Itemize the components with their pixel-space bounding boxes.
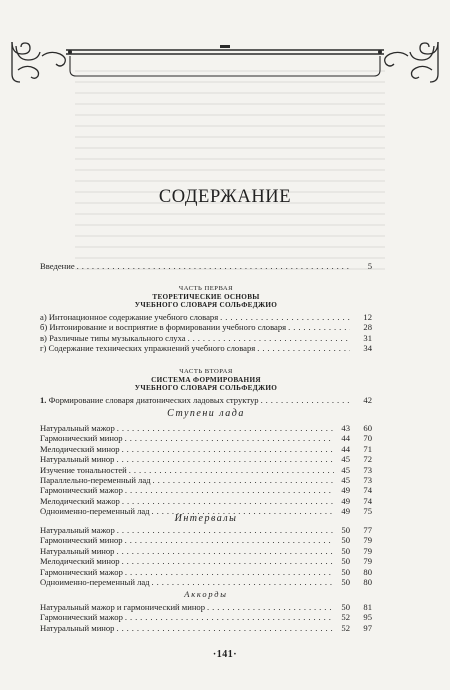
entry-page-b: 79 bbox=[363, 545, 372, 556]
entry-page-b: 79 bbox=[363, 556, 372, 567]
entry-page-a: 50 bbox=[341, 566, 350, 577]
toc-entry[interactable] bbox=[40, 333, 372, 343]
entry-label: Гармонический мажор bbox=[40, 566, 123, 577]
entry-page-a: 50 bbox=[341, 545, 350, 556]
leader-dots bbox=[220, 312, 350, 322]
entry-page-b: 74 bbox=[363, 485, 372, 496]
entry-page: 42 bbox=[363, 395, 372, 405]
entry-page-a: 45 bbox=[341, 474, 350, 485]
toc-entry[interactable] bbox=[40, 485, 372, 495]
entry-label: Натуральный мажор bbox=[40, 525, 115, 535]
entry-label: Натуральный мажор и гармонический минор bbox=[40, 602, 206, 612]
leader-dots bbox=[152, 577, 334, 587]
entry-page-a: 44 bbox=[341, 433, 350, 444]
entry-label: Гармонический минор bbox=[40, 535, 123, 546]
leader-dots bbox=[125, 567, 334, 577]
leader-dots bbox=[125, 433, 334, 443]
group-heading: Ступени лада bbox=[167, 408, 245, 419]
toc-intro bbox=[40, 261, 372, 271]
entry-page-b: 72 bbox=[363, 454, 372, 465]
entry-page-a: 50 bbox=[341, 576, 350, 587]
part-title-line2: УЧЕБНОГО СЛОВАРЯ СОЛЬФЕДЖИО bbox=[134, 301, 278, 310]
entry-label: Введение bbox=[40, 261, 75, 271]
toc-entry[interactable] bbox=[40, 475, 372, 485]
page-title: СОДЕРЖАНИЕ bbox=[158, 187, 292, 207]
leader-dots bbox=[116, 546, 334, 556]
entry-page-b: 81 bbox=[363, 602, 372, 612]
entry-page-a: 49 bbox=[341, 495, 350, 506]
part-title-line1: СИСТЕМА ФОРМИРОВАНИЯ bbox=[151, 376, 261, 385]
leader-dots bbox=[116, 623, 334, 633]
ornament-header-icon bbox=[8, 40, 442, 86]
toc-entry[interactable] bbox=[40, 535, 372, 545]
toc-entry[interactable] bbox=[40, 322, 372, 332]
leader-dots bbox=[288, 322, 350, 332]
entry-page-b: 73 bbox=[363, 474, 372, 485]
leader-dots bbox=[125, 535, 334, 545]
bleed-through-text bbox=[75, 70, 385, 270]
entry-page-b: 75 bbox=[363, 506, 372, 517]
section-title: Формирование словаря диатонических ладовых структур bbox=[48, 395, 259, 405]
part1-heading bbox=[40, 285, 372, 310]
leader-dots bbox=[125, 485, 334, 495]
toc-entry[interactable] bbox=[40, 567, 372, 577]
entry-label: а) Интонационное содержание учебного словаря bbox=[40, 312, 219, 322]
part-label: ЧАСТЬ ВТОРАЯ bbox=[179, 368, 233, 375]
toc-entry[interactable] bbox=[40, 395, 372, 405]
entry-page-a: 44 bbox=[341, 443, 350, 454]
entry-label: Мелодический минор bbox=[40, 443, 120, 454]
group-list bbox=[40, 525, 372, 587]
group-list bbox=[40, 602, 372, 633]
entry-page-a: 45 bbox=[341, 454, 350, 465]
entry-label: Гармонический мажор bbox=[40, 485, 123, 496]
leader-dots bbox=[77, 261, 350, 271]
entry-label: Мелодический мажор bbox=[40, 495, 120, 506]
toc-entry[interactable] bbox=[40, 465, 372, 475]
entry-page: 12 bbox=[363, 312, 372, 322]
part-label: ЧАСТЬ ПЕРВАЯ bbox=[178, 285, 234, 292]
part2-heading bbox=[40, 368, 372, 393]
entry-page-b: 60 bbox=[363, 423, 372, 433]
entry-label: Гармонический минор bbox=[40, 433, 123, 444]
leader-dots bbox=[257, 343, 350, 353]
part1-list bbox=[40, 312, 372, 354]
entry-page-b: 70 bbox=[363, 433, 372, 444]
entry-label: г) Содержание технических упражнений учебного словаря bbox=[40, 343, 256, 354]
entry-label: Натуральный минор bbox=[40, 622, 115, 633]
toc-entry[interactable] bbox=[40, 423, 372, 433]
leader-dots bbox=[117, 525, 334, 535]
entry-label: в) Различные типы музыкального слуха bbox=[40, 332, 186, 343]
entry-page-b: 74 bbox=[363, 495, 372, 506]
entry-label: Параллельно-переменный лад bbox=[40, 474, 151, 485]
entry-page: 28 bbox=[363, 322, 372, 333]
leader-dots bbox=[129, 465, 334, 475]
entry-page-a: 52 bbox=[341, 612, 350, 623]
entry-page: 5 bbox=[367, 261, 372, 271]
toc-entry[interactable] bbox=[40, 343, 372, 353]
entry-page-b: 80 bbox=[363, 576, 372, 587]
leader-dots bbox=[261, 395, 350, 405]
toc-entry[interactable] bbox=[40, 602, 372, 612]
entry-label: Гармонический мажор bbox=[40, 612, 123, 623]
entry-page-a: 43 bbox=[341, 423, 350, 433]
entry-page: 31 bbox=[363, 332, 372, 343]
leader-dots bbox=[117, 423, 334, 433]
entry-page-a: 52 bbox=[341, 622, 350, 633]
toc-entry[interactable] bbox=[40, 612, 372, 622]
entry-label: Натуральный минор bbox=[40, 545, 115, 556]
entry-page-b: 73 bbox=[363, 464, 372, 475]
entry-page-b: 71 bbox=[363, 443, 372, 454]
entry-page-b: 95 bbox=[363, 612, 372, 623]
section-number: 1. bbox=[40, 395, 47, 405]
entry-page-b: 80 bbox=[363, 566, 372, 577]
leader-dots bbox=[122, 496, 334, 506]
group-heading: Аккорды bbox=[184, 590, 228, 599]
entry-label: Изучение тональностей bbox=[40, 464, 127, 475]
entry-page-b: 97 bbox=[363, 622, 372, 633]
toc-entry[interactable] bbox=[40, 623, 372, 633]
entry-page-a: 50 bbox=[341, 602, 350, 612]
entry-page-a: 45 bbox=[341, 464, 350, 475]
entry-page-b: 79 bbox=[363, 535, 372, 546]
leader-dots bbox=[125, 612, 334, 622]
entry-label: Одноименно-переменный лад bbox=[40, 506, 150, 517]
toc-entry[interactable] bbox=[40, 546, 372, 556]
entry-page-a: 49 bbox=[341, 506, 350, 517]
entry-label: Мелодический минор bbox=[40, 556, 120, 567]
entry-label: Одноименно-переменный лад bbox=[40, 576, 150, 587]
toc-entry[interactable] bbox=[40, 577, 372, 587]
toc-entry[interactable] bbox=[40, 312, 372, 322]
entry-page-a: 50 bbox=[341, 525, 350, 535]
leader-dots bbox=[153, 475, 334, 485]
toc-entry[interactable] bbox=[40, 444, 372, 454]
toc-entry[interactable] bbox=[40, 454, 372, 464]
entry-label: б) Интонирование и восприятие в формировании учебного словаря bbox=[40, 322, 287, 333]
toc-entry[interactable] bbox=[40, 261, 372, 271]
entry-page: 34 bbox=[363, 343, 372, 354]
toc-entry[interactable] bbox=[40, 525, 372, 535]
group-heading: Интервалы bbox=[174, 513, 238, 524]
leader-dots bbox=[188, 333, 350, 343]
section1 bbox=[40, 395, 372, 405]
leader-dots bbox=[122, 556, 334, 566]
entry-page-a: 50 bbox=[341, 556, 350, 567]
leader-dots bbox=[122, 444, 334, 454]
toc-entry[interactable] bbox=[40, 556, 372, 566]
part-title-line1: ТЕОРЕТИЧЕСКИЕ ОСНОВЫ bbox=[152, 293, 260, 302]
entry-page-a: 50 bbox=[341, 535, 350, 546]
entry-label bbox=[40, 395, 259, 405]
entry-label: Натуральный мажор bbox=[40, 423, 115, 433]
page-number: ·141· bbox=[212, 649, 238, 660]
entry-page-a: 49 bbox=[341, 485, 350, 496]
toc-entry[interactable] bbox=[40, 496, 372, 506]
leader-dots bbox=[207, 602, 334, 612]
toc-entry[interactable] bbox=[40, 433, 372, 443]
leader-dots bbox=[116, 454, 334, 464]
group-list bbox=[40, 423, 372, 517]
entry-page-b: 77 bbox=[363, 525, 372, 535]
entry-label: Натуральный минор bbox=[40, 454, 115, 465]
part-title-line2: УЧЕБНОГО СЛОВАРЯ СОЛЬФЕДЖИО bbox=[134, 384, 278, 393]
